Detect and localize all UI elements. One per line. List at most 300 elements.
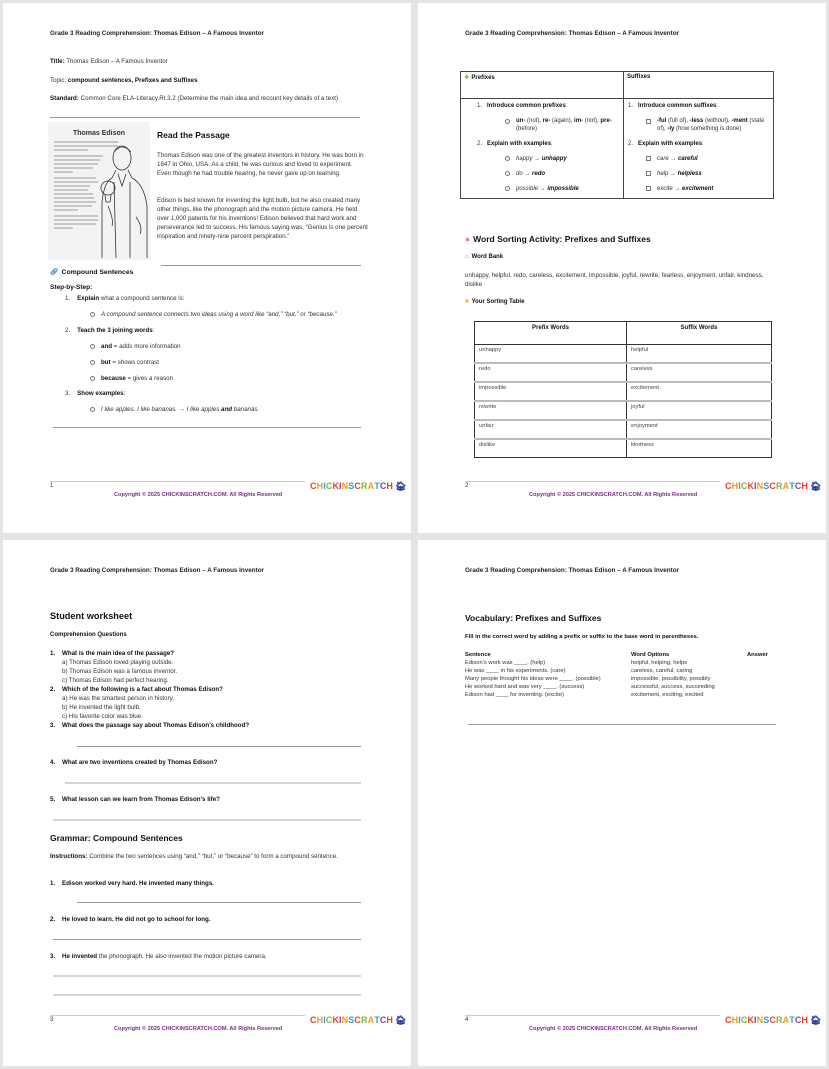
divider bbox=[50, 117, 360, 118]
step-2-bold: Teach the 3 joining words bbox=[77, 327, 153, 334]
answer-option: b) Thomas Edison was a famous inventor. bbox=[62, 668, 178, 675]
step-1-rest: what a compound sentence is: bbox=[99, 295, 185, 302]
word-bank: unhappy, helpful, redo, careless, excitement, impossible, joyful, rewrite, fearless, enjoyment, unfair, kindness, dislike bbox=[465, 272, 764, 288]
answer-option: c) His favorite color was blue. bbox=[62, 713, 143, 720]
lesson-topic bbox=[50, 77, 198, 85]
chickinscratch-logo bbox=[310, 1015, 407, 1026]
logo-letter: S bbox=[763, 481, 770, 491]
worksheet-title: Student worksheet bbox=[50, 611, 133, 621]
answer-cell[interactable] bbox=[747, 683, 768, 691]
vocabulary-instructions: Fill in the correct word by adding a prefix or suffix to the base word in parentheses. bbox=[465, 634, 699, 640]
answer-line[interactable] bbox=[53, 975, 361, 977]
page-number: 3 bbox=[50, 1017, 54, 1023]
prefix-meaning: (not), bbox=[525, 118, 543, 124]
suffix-word: helpful bbox=[627, 345, 772, 364]
instructions-text: Combine the two sentences using “and,” “but,” or “because” to form a compound sentence. bbox=[87, 853, 338, 860]
word-bank-label-text: Word Bank bbox=[471, 254, 504, 260]
suffix-header bbox=[624, 72, 774, 99]
item-bold: He invented bbox=[62, 953, 98, 960]
step-2: 2. Teach the 3 joining words: bbox=[65, 327, 155, 334]
standard-label: Standard: bbox=[50, 95, 79, 102]
suffix: -less bbox=[689, 118, 704, 124]
example-base: possible bbox=[516, 186, 539, 192]
suffix-word: careless bbox=[627, 363, 772, 382]
table-row bbox=[475, 401, 772, 420]
question-text: What does the passage say about Thomas Edison’s childhood? bbox=[62, 722, 250, 729]
step-1-detail bbox=[90, 311, 337, 319]
logo-letter: H bbox=[731, 481, 739, 491]
suffix-step-1-text: Introduce common suffixes bbox=[638, 103, 717, 109]
vocabulary-table bbox=[465, 651, 768, 699]
prefix-word: impossible bbox=[475, 382, 627, 401]
house-icon: 🏠︎ bbox=[810, 1015, 822, 1025]
prefix-word: dislike bbox=[475, 439, 627, 458]
logo-letter: C bbox=[769, 1015, 776, 1025]
house-icon: 🏠︎ bbox=[395, 481, 407, 491]
prefix-step-2-text: Explain with examples bbox=[487, 141, 552, 147]
prefix: pre- bbox=[600, 118, 612, 124]
logo-letter: H bbox=[386, 481, 394, 491]
answer-cell[interactable] bbox=[747, 667, 768, 675]
bullet-icon bbox=[90, 344, 95, 349]
bullet-icon bbox=[646, 186, 651, 191]
logo-letter: H bbox=[731, 1015, 739, 1025]
title-value: Thomas Edison – A Famous Inventor bbox=[64, 58, 168, 65]
example-pre: I like apples. I like bananas. → I like apples bbox=[101, 406, 222, 413]
logo-letter: C bbox=[310, 1015, 317, 1025]
table-row bbox=[475, 439, 772, 458]
item-number: 2. bbox=[50, 916, 56, 923]
example-post: bananas. bbox=[232, 406, 260, 413]
chickinscratch-logo bbox=[310, 481, 407, 492]
logo-letter: C bbox=[740, 481, 748, 491]
question bbox=[50, 649, 370, 658]
example-result: impossible bbox=[547, 186, 579, 192]
copyright: Copyright © 2025 CHICKINSCRATCH.COM. All Rights Reserved bbox=[114, 1026, 283, 1032]
suffix-meaning: (state of), bbox=[657, 118, 765, 132]
grammar-heading: Grammar: Compound Sentences bbox=[50, 833, 183, 843]
chickinscratch-logo bbox=[725, 1015, 822, 1026]
suffix-meaning: (without), bbox=[703, 118, 732, 124]
logo-letter: A bbox=[782, 1015, 790, 1025]
footer-rule bbox=[50, 481, 305, 482]
answer-option: b) He invented the light bulb. bbox=[62, 704, 141, 711]
example-base: care bbox=[657, 156, 669, 162]
prefix-suffix-table bbox=[460, 71, 774, 199]
passage-paragraph-2: Edison is best known for inventing the light bulb, but he also created many other things, like the phonograph and the motion picture camera. He held over 1,000 patents for his inventions! Edison believed that hard work and perseverance led to success. His famous saying was, “Genius is one percent inspiration and ninety-nine percent perspiration.” bbox=[157, 197, 368, 240]
bullet-icon bbox=[646, 171, 651, 176]
prefix-word: unfair bbox=[475, 420, 627, 439]
suffix-header-text: Suffixes bbox=[627, 74, 651, 80]
question-text: What lesson can we learn from Thomas Edison’s life? bbox=[62, 796, 220, 803]
suffix-step-1: 1. Introduce common suffixes: bbox=[628, 103, 719, 109]
question bbox=[50, 796, 220, 804]
prefix-list bbox=[505, 117, 619, 133]
sorting-heading bbox=[465, 234, 651, 244]
word-options: excitement, exciting, excited bbox=[631, 692, 704, 698]
passage-heading: Read the Passage bbox=[157, 130, 230, 140]
logo-letter: N bbox=[341, 481, 349, 491]
joining-word-and bbox=[90, 343, 181, 351]
example-bold: and bbox=[221, 406, 233, 413]
edison-illustration bbox=[48, 122, 150, 260]
suffix: -ful bbox=[657, 118, 667, 124]
logo-letter: C bbox=[794, 481, 802, 491]
bank-icon: ⌂ bbox=[465, 254, 469, 260]
step-3: 3. Show examples: bbox=[65, 390, 126, 397]
table-row bbox=[475, 382, 772, 401]
table-row bbox=[465, 659, 768, 667]
edison-coloring-page-image bbox=[48, 122, 150, 260]
prefix-header-text: Prefixes bbox=[471, 75, 495, 81]
brain-icon: ● bbox=[465, 234, 471, 244]
puzzle-piece-icon: ❖ bbox=[464, 75, 470, 81]
logo-letter: I bbox=[339, 1015, 342, 1025]
example-base: happy bbox=[516, 156, 533, 162]
prefix-cell bbox=[461, 99, 624, 199]
table-row bbox=[465, 691, 768, 699]
item-bold: Edison worked very hard. He invented many things. bbox=[62, 880, 214, 887]
logo-letter: I bbox=[323, 1015, 326, 1025]
suffix-example: care → careful bbox=[646, 155, 769, 163]
column-header: Suffix Words bbox=[627, 322, 772, 345]
folder-icon: ■ bbox=[465, 299, 469, 305]
answer-line[interactable] bbox=[77, 902, 361, 903]
copyright: Copyright © 2025 CHICKINSCRATCH.COM. All Rights Reserved bbox=[114, 492, 283, 498]
logo-letter: I bbox=[738, 481, 741, 491]
copyright: Copyright © 2025 CHICKINSCRATCH.COM. All Rights Reserved bbox=[529, 492, 698, 498]
suffix-step-2: 2. Explain with examples: bbox=[628, 141, 704, 147]
prefix-step-1: 1. Introduce common prefixes: bbox=[477, 103, 568, 109]
logo-letter: S bbox=[348, 481, 355, 491]
logo-letter: K bbox=[332, 1015, 340, 1025]
example-base: help bbox=[657, 171, 669, 177]
page-number: 1 bbox=[50, 483, 54, 489]
answer-option: a) Thomas Edison loved playing outside. bbox=[62, 659, 174, 666]
sorting-table-label bbox=[465, 299, 524, 305]
question-number: 3. bbox=[50, 722, 56, 729]
prefix-example: happy → unhappy bbox=[505, 155, 619, 163]
suffix-word: joyful bbox=[627, 401, 772, 420]
house-icon: 🏠︎ bbox=[810, 481, 822, 491]
example-result: helpless bbox=[677, 171, 702, 177]
bullet-icon bbox=[90, 360, 95, 365]
logo-letter: H bbox=[386, 1015, 394, 1025]
logo-text bbox=[725, 481, 808, 491]
page-number: 2 bbox=[465, 483, 469, 489]
column-header: Sentence bbox=[465, 652, 491, 658]
joining-word-meaning: = gives a reason bbox=[125, 375, 174, 382]
logo-letter: R bbox=[360, 481, 368, 491]
logo-letter: H bbox=[316, 481, 324, 491]
bullet-icon bbox=[505, 119, 510, 124]
logo-letter: T bbox=[374, 1015, 380, 1025]
suffix-word: excitement bbox=[627, 382, 772, 401]
logo-letter: C bbox=[325, 481, 333, 491]
step-3-rest: : bbox=[123, 390, 126, 397]
grammar-item bbox=[50, 916, 211, 924]
step-1-detail-text: A compound sentence connects two ideas using a word like “and,” “but,” or “because.” bbox=[101, 311, 337, 318]
copyright: Copyright © 2025 CHICKINSCRATCH.COM. All Rights Reserved bbox=[529, 1026, 698, 1032]
answer-cell[interactable] bbox=[747, 659, 768, 667]
divider bbox=[468, 724, 776, 725]
table-row bbox=[475, 420, 772, 439]
sorting-heading-text: Word Sorting Activity: Prefixes and Suffixes bbox=[473, 234, 651, 244]
answer-option: a) He was the smartest person in history. bbox=[62, 695, 174, 702]
page-4 bbox=[418, 540, 826, 1066]
grammar-instructions bbox=[50, 852, 350, 861]
suffix-example: help → helpless bbox=[646, 170, 769, 178]
bullet-icon bbox=[505, 186, 510, 191]
standard-value: Common Core ELA-Literacy.RI.3.2 (Determine the main idea and recount key details of a text) bbox=[78, 95, 339, 102]
grammar-item bbox=[50, 880, 214, 888]
step-1-bold: Explain bbox=[77, 295, 100, 302]
step-3-bold: Show examples bbox=[77, 390, 124, 397]
logo-letter: C bbox=[354, 1015, 361, 1025]
logo-letter: R bbox=[775, 1015, 783, 1025]
logo-text bbox=[310, 481, 393, 491]
page-header: Grade 3 Reading Comprehension: Thomas Edison – A Famous Inventor bbox=[50, 567, 265, 574]
logo-letter: R bbox=[360, 1015, 368, 1025]
instructions-label: Instructions: bbox=[50, 853, 88, 860]
sentence: He was ____ in his experiments. (care) bbox=[465, 668, 566, 674]
joining-word-because bbox=[90, 375, 173, 383]
step-2-rest: : bbox=[152, 327, 155, 334]
house-icon: 🏠︎ bbox=[395, 1015, 407, 1025]
logo-letter: S bbox=[348, 1015, 355, 1025]
chickinscratch-logo bbox=[725, 481, 822, 492]
logo-letter: C bbox=[325, 1015, 333, 1025]
bullet-icon bbox=[90, 312, 95, 317]
column-header: Answer bbox=[747, 652, 768, 658]
prefix-example: possible → impossible bbox=[505, 185, 619, 193]
bullet-icon bbox=[90, 407, 95, 412]
suffix: -ment bbox=[731, 118, 748, 124]
page-header: Grade 3 Reading Comprehension: Thomas Edison – A Famous Inventor bbox=[465, 567, 680, 574]
sorting-table-label-text: Your Sorting Table bbox=[471, 299, 525, 305]
compound-heading bbox=[50, 268, 133, 276]
logo-letter: C bbox=[379, 1015, 387, 1025]
logo-letter: H bbox=[801, 481, 809, 491]
question-number: 2. bbox=[50, 686, 56, 693]
logo-letter: N bbox=[756, 1015, 764, 1025]
sorting-table bbox=[474, 321, 772, 458]
grammar-item bbox=[50, 953, 267, 961]
example-base: do bbox=[516, 171, 523, 177]
example-result: redo bbox=[532, 171, 546, 177]
sentence: He worked hard and was very ____. (success) bbox=[465, 684, 585, 690]
table-row bbox=[475, 363, 772, 382]
questions-1-3 bbox=[50, 649, 370, 730]
item-number: 3. bbox=[50, 953, 56, 960]
title-label: Title: bbox=[50, 58, 65, 65]
joining-word-but bbox=[90, 359, 159, 367]
bullet-icon bbox=[90, 376, 95, 381]
suffix-step-2-text: Explain with examples bbox=[638, 141, 703, 147]
logo-letter: C bbox=[354, 481, 361, 491]
logo-letter: I bbox=[339, 481, 342, 491]
page-header: Grade 3 Reading Comprehension: Thomas Edison – A Famous Inventor bbox=[465, 30, 680, 37]
link-icon: 🔗︎ bbox=[50, 269, 59, 276]
step-1: 1. Explain what a compound sentence is: bbox=[65, 295, 185, 302]
topic-value: compound sentences, Prefixes and Suffixes bbox=[67, 77, 198, 84]
logo-letter: H bbox=[801, 1015, 809, 1025]
logo-letter: C bbox=[379, 481, 387, 491]
joining-word: because bbox=[101, 375, 126, 382]
logo-letter: A bbox=[367, 1015, 375, 1025]
lesson-title bbox=[50, 58, 168, 66]
question bbox=[50, 721, 370, 730]
prefix-meaning: (before) bbox=[516, 126, 538, 132]
joining-word: but bbox=[101, 359, 111, 366]
prefix: un- bbox=[516, 118, 526, 124]
vocabulary-title: Vocabulary: Prefixes and Suffixes bbox=[465, 613, 602, 623]
answer-line[interactable] bbox=[53, 819, 361, 821]
lesson-standard bbox=[50, 95, 338, 103]
column-header: Word Options bbox=[631, 652, 670, 658]
suffix-meaning: (full of), bbox=[666, 118, 690, 124]
bullet-icon bbox=[646, 119, 651, 124]
prefix-word: redo bbox=[475, 363, 627, 382]
footer-rule bbox=[465, 481, 720, 482]
logo-letter: A bbox=[367, 481, 375, 491]
logo-letter: K bbox=[747, 481, 755, 491]
suffix-meaning: (how something is done) bbox=[674, 126, 742, 132]
svg-text:Thomas Edison: Thomas Edison bbox=[72, 130, 126, 137]
footer-rule bbox=[50, 1015, 305, 1016]
question-text: What is the main idea of the passage? bbox=[62, 650, 175, 657]
logo-letter: N bbox=[341, 1015, 349, 1025]
logo-letter: C bbox=[310, 481, 317, 491]
logo-letter: C bbox=[794, 1015, 802, 1025]
compound-heading-text: Compound Sentences bbox=[61, 269, 134, 276]
steps-heading: Step-by-Step: bbox=[50, 284, 93, 291]
passage-paragraph-1: Thomas Edison was one of the greatest inventors in history. He was born in 1847 in Ohio, USA. As a child, he was curious and loved to experiment. Even though he had trouble hearing, he never gave up on learning. bbox=[157, 152, 364, 177]
logo-text bbox=[725, 1015, 808, 1025]
page-3 bbox=[3, 540, 411, 1066]
table-row bbox=[465, 675, 768, 683]
item-number: 1. bbox=[50, 880, 56, 887]
word-options: impossible, possibility, possibly bbox=[631, 676, 711, 682]
answer-line[interactable] bbox=[53, 994, 361, 996]
topic-label: Topic: bbox=[50, 77, 68, 84]
question-number: 5. bbox=[50, 796, 56, 803]
answer-line[interactable] bbox=[53, 939, 361, 940]
suffix-word: enjoyment bbox=[627, 420, 772, 439]
question-number: 4. bbox=[50, 759, 56, 766]
prefix-word: rewrite bbox=[475, 401, 627, 420]
suffix-list bbox=[646, 117, 769, 133]
logo-letter: N bbox=[756, 481, 764, 491]
word-options: careless, careful, caring bbox=[631, 668, 693, 674]
question bbox=[50, 759, 217, 767]
joining-word-meaning: = shows contrast bbox=[110, 359, 159, 366]
prefix-header bbox=[461, 72, 624, 99]
example-result: unhappy bbox=[541, 156, 567, 162]
answer-option: c) Thomas Edison had perfect hearing. bbox=[62, 677, 169, 684]
page-1 bbox=[3, 3, 411, 533]
page-2 bbox=[418, 3, 826, 533]
logo-letter: C bbox=[769, 481, 776, 491]
logo-letter: K bbox=[332, 481, 340, 491]
answer-line[interactable] bbox=[65, 782, 361, 784]
logo-letter: A bbox=[782, 481, 790, 491]
prefix-meaning: (not), bbox=[583, 118, 601, 124]
prefix: re- bbox=[542, 118, 551, 124]
comprehension-heading: Comprehension Questions bbox=[50, 632, 127, 638]
bullet-icon bbox=[505, 171, 510, 176]
joining-word-meaning: = adds more information bbox=[112, 343, 181, 350]
sentence: Edison’s work was ____. (help) bbox=[465, 660, 546, 666]
table-row bbox=[465, 683, 768, 691]
logo-letter: T bbox=[789, 1015, 795, 1025]
prefix-example: do → redo bbox=[505, 170, 619, 178]
logo-letter: T bbox=[374, 481, 380, 491]
question bbox=[50, 685, 370, 694]
answer-line[interactable] bbox=[77, 746, 361, 747]
question-text: What are two inventions created by Thomas Edison? bbox=[62, 759, 218, 766]
suffix-cell bbox=[624, 99, 774, 199]
page-header: Grade 3 Reading Comprehension: Thomas Edison – A Famous Inventor bbox=[50, 30, 265, 37]
bullet-icon bbox=[505, 156, 510, 161]
item-rest: the phonograph. He also invented the motion picture camera. bbox=[97, 953, 267, 960]
answer-cell[interactable] bbox=[747, 675, 768, 683]
logo-letter: H bbox=[316, 1015, 324, 1025]
prefix-meaning: (again), bbox=[550, 118, 575, 124]
prefix: im- bbox=[574, 118, 584, 124]
logo-letter: C bbox=[725, 481, 732, 491]
answer-cell[interactable] bbox=[747, 691, 768, 699]
logo-letter: I bbox=[738, 1015, 741, 1025]
prefix-step-1-text: Introduce common prefixes bbox=[487, 103, 566, 109]
word-options: helpful, helping, helps bbox=[631, 660, 688, 666]
question-number: 1. bbox=[50, 650, 56, 657]
table-row bbox=[465, 667, 768, 675]
bullet-icon bbox=[646, 156, 651, 161]
example-sentence bbox=[90, 406, 259, 414]
logo-letter: C bbox=[725, 1015, 732, 1025]
word-bank-label bbox=[465, 254, 503, 260]
suffix-example: excite → excitement bbox=[646, 185, 769, 193]
example-base: excite bbox=[657, 186, 673, 192]
example-result: excitement bbox=[682, 186, 714, 192]
sentence: Many people thought his ideas were ____. (possible) bbox=[465, 676, 601, 682]
logo-letter: T bbox=[789, 481, 795, 491]
divider bbox=[53, 427, 361, 428]
sentence: Edison had ____ for inventing. (excite) bbox=[465, 692, 564, 698]
footer-rule bbox=[465, 1015, 720, 1016]
prefix-word: unhappy bbox=[475, 345, 627, 364]
logo-text bbox=[310, 1015, 393, 1025]
question-text: Which of the following is a fact about Thomas Edison? bbox=[62, 686, 223, 693]
item-bold: He loved to learn. He did not go to school for long. bbox=[62, 916, 211, 923]
page-number: 4 bbox=[465, 1017, 469, 1023]
suffix: -ly bbox=[667, 126, 675, 132]
logo-letter: K bbox=[747, 1015, 755, 1025]
example-result: careful bbox=[678, 156, 698, 162]
logo-letter: S bbox=[763, 1015, 770, 1025]
word-options: successful, success, succeeding bbox=[631, 684, 715, 690]
logo-letter: R bbox=[775, 481, 783, 491]
column-header: Prefix Words bbox=[475, 322, 627, 345]
logo-letter: C bbox=[740, 1015, 748, 1025]
table-row bbox=[475, 345, 772, 364]
prefix-step-2: 2. Explain with examples: bbox=[477, 141, 553, 147]
logo-letter: I bbox=[323, 481, 326, 491]
divider bbox=[161, 265, 361, 266]
logo-letter: I bbox=[754, 481, 757, 491]
logo-letter: I bbox=[754, 1015, 757, 1025]
